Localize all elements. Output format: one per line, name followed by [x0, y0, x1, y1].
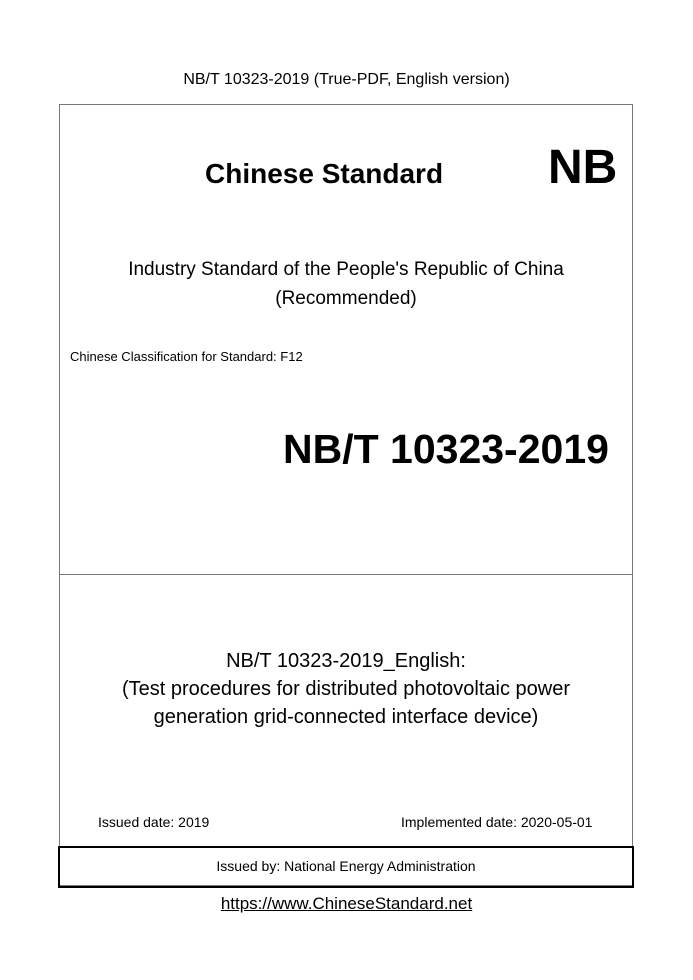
cover-title: Chinese Standard	[205, 158, 444, 189]
website-link[interactable]: https://www.ChineseStandard.net	[220, 894, 473, 913]
standard-mark: NB	[548, 141, 618, 194]
classification-text: Chinese Classification for Standard: F12	[70, 349, 303, 364]
english-title-line: generation grid-connected interface device)	[153, 706, 539, 728]
standard-number: NB/T 10323-2019	[283, 426, 609, 472]
english-title-line: NB/T 10323-2019_English:	[226, 650, 466, 672]
issued-date: Issued date: 2019	[98, 814, 210, 830]
cover-frame	[59, 104, 633, 886]
cover-divider	[59, 574, 633, 575]
recommended-label: (Recommended)	[275, 288, 417, 309]
issued-by-text: Issued by: National Energy Administration	[216, 858, 476, 874]
industry-standard-line: Industry Standard of the People's Republic of China	[128, 259, 564, 280]
document-header: NB/T 10323-2019 (True-PDF, English version)	[183, 71, 510, 88]
website-footer	[0, 894, 693, 914]
english-title-line: (Test procedures for distributed photovoltaic power	[121, 678, 570, 700]
implemented-date: Implemented date: 2020-05-01	[401, 814, 593, 830]
